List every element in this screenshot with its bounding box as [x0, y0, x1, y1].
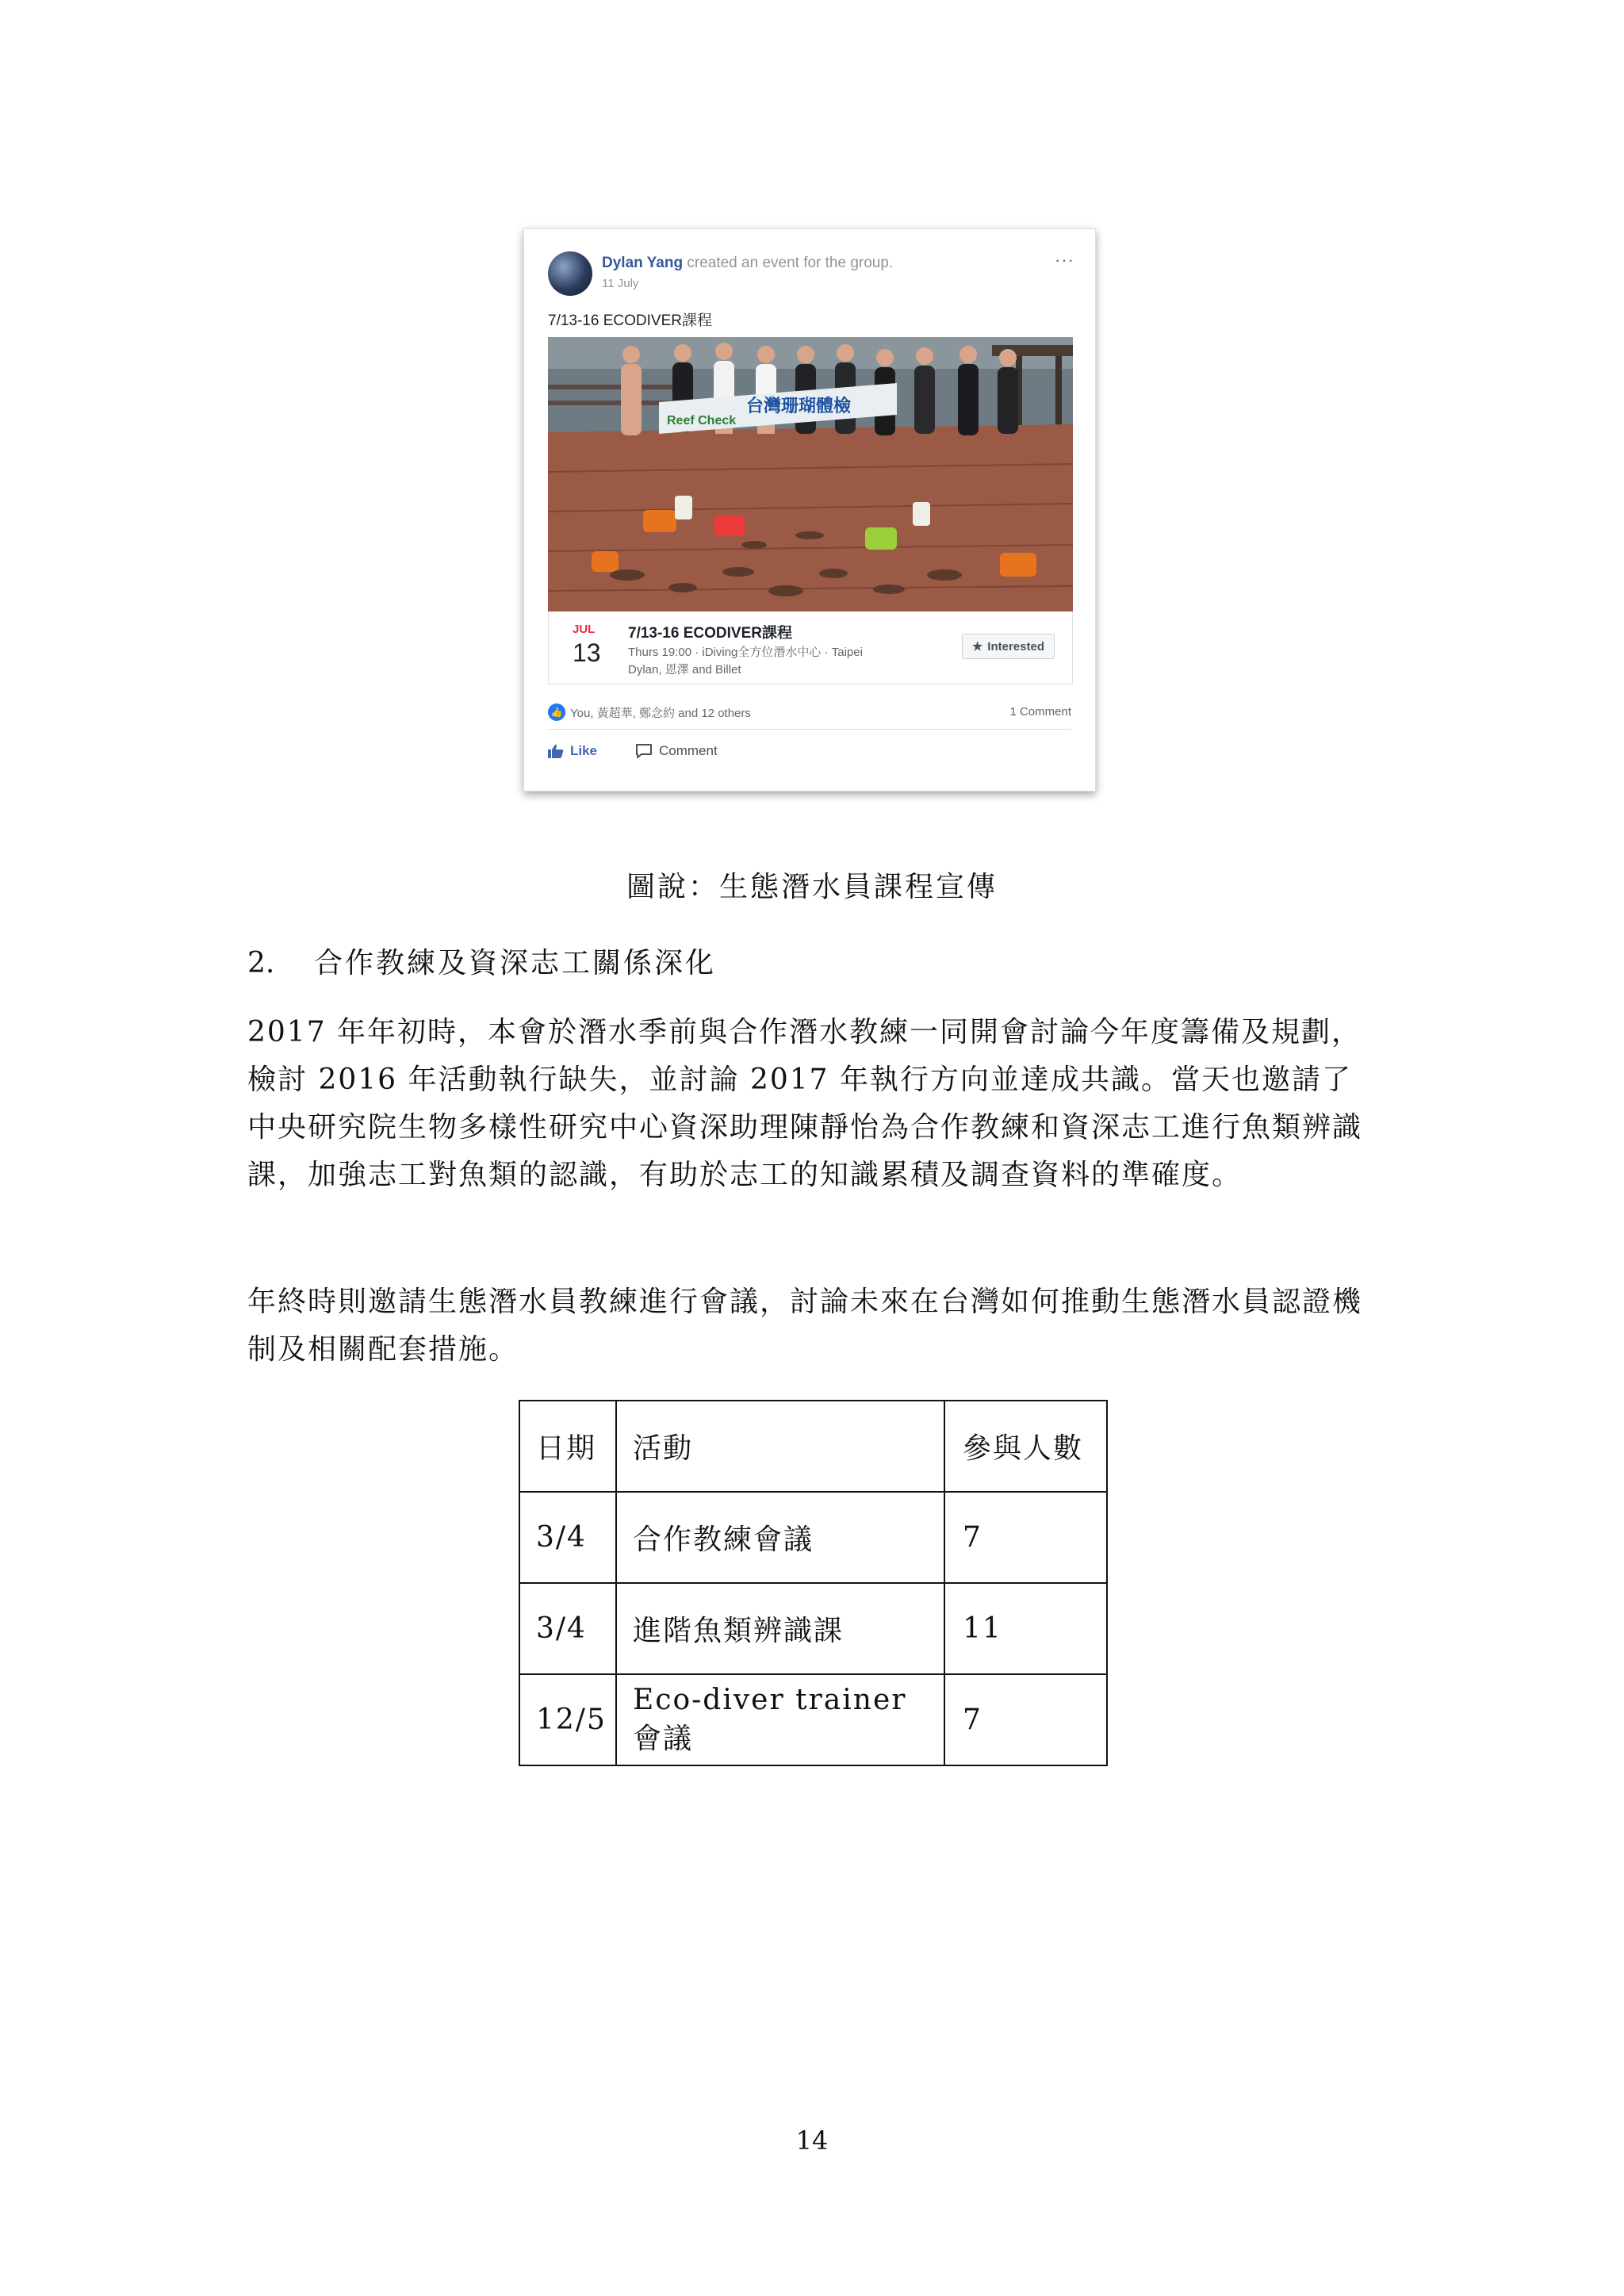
photo-railing — [548, 385, 675, 389]
post-action: created an event for the group. — [687, 255, 894, 271]
avatar — [548, 251, 592, 296]
cell-participants: 7 — [944, 1674, 1107, 1765]
comments-count[interactable]: 1 Comment — [1009, 705, 1071, 719]
section-title: 合作教練及資深志工關係深化 — [314, 947, 717, 979]
thumbs-up-icon — [548, 744, 564, 758]
author-name: Dylan Yang — [602, 255, 684, 271]
event-title[interactable]: 7/13-16 ECODIVER課程 — [628, 625, 792, 642]
post-title: 7/13-16 ECODIVER課程 — [548, 312, 712, 329]
paragraph-2: 年終時則邀請生態潛水員教練進行會議，討論未來在台灣如何推動生態潛水員認證機制及相關配套措施。 — [247, 1286, 1363, 1366]
like-label: Like — [570, 743, 598, 758]
comment-bubble-icon — [635, 743, 653, 759]
photo-deck — [548, 424, 1073, 611]
facebook-event-screenshot — [523, 228, 1096, 792]
paragraph-1: 2017 年年初時，本會於潛水季前與合作潛水教練一同開會討論今年度籌備及規劃，檢討 2016 年活動執行缺失，並討論 2017 年執行方向並達成共識。當天也邀請了中央研究院生物多樣性研究中心資深助理陳靜怡為合作教練和資深志工進行魚類辨識課，加強志工對魚類的認識，有助於志工的知識累積及調查資料的準確度。 — [247, 1016, 1363, 1191]
like-reaction-icon: 👍 — [548, 703, 565, 721]
header-date: 日期 — [519, 1401, 616, 1492]
more-options-icon: ··· — [1055, 250, 1074, 270]
event-photo — [548, 337, 1073, 611]
reactions-summary[interactable] — [548, 703, 751, 721]
svg-text:Reef Check: Reef Check — [667, 414, 737, 427]
interested-label: Interested — [987, 639, 1044, 654]
post-date: 11 July — [602, 277, 639, 290]
event-time-location: Thurs 19:00 · iDiving全方位潛水中心 · Taipei — [628, 646, 863, 659]
comment-label: Comment — [659, 743, 718, 758]
page-number: 14 — [795, 2125, 829, 2156]
event-guests: Dylan, 恩澤 and Billet — [628, 663, 741, 677]
activity-table — [519, 1400, 1108, 1766]
post-header — [602, 255, 893, 272]
photo-railing — [548, 401, 675, 405]
cell-activity: 合作教練會議 — [616, 1492, 944, 1583]
table-row — [519, 1492, 1107, 1583]
comment-button[interactable] — [635, 743, 718, 759]
event-day: 13 — [573, 638, 601, 667]
figure-caption: 圖說：生態潛水員課程宣傳 — [626, 871, 998, 903]
cell-activity: 進階魚類辨識課 — [616, 1583, 944, 1674]
star-icon: ★ — [971, 640, 983, 654]
section-heading — [247, 941, 716, 981]
cell-participants: 11 — [944, 1583, 1107, 1674]
event-month: JUL — [573, 623, 596, 636]
cell-date: 3/4 — [519, 1492, 616, 1583]
cell-date: 12/5 — [519, 1674, 616, 1765]
interested-button[interactable] — [962, 634, 1055, 659]
table-row — [519, 1674, 1107, 1765]
header-activity: 活動 — [616, 1401, 944, 1492]
group-photo-illustration — [548, 337, 1073, 611]
reactions-text: You, 黃超華, 鄭念約 and 12 others — [570, 706, 751, 720]
cell-participants: 7 — [944, 1492, 1107, 1583]
divider — [548, 729, 1071, 730]
event-details-box[interactable] — [548, 611, 1073, 684]
svg-text:台灣珊瑚體檢: 台灣珊瑚體檢 — [746, 397, 852, 416]
table-header-row — [519, 1401, 1107, 1492]
section-number: 2. — [247, 947, 275, 979]
table-row — [519, 1583, 1107, 1674]
cell-date: 3/4 — [519, 1583, 616, 1674]
cell-activity: Eco-diver trainer 會議 — [616, 1674, 944, 1765]
header-participants: 參與人數 — [944, 1401, 1107, 1492]
like-button[interactable] — [548, 743, 597, 759]
